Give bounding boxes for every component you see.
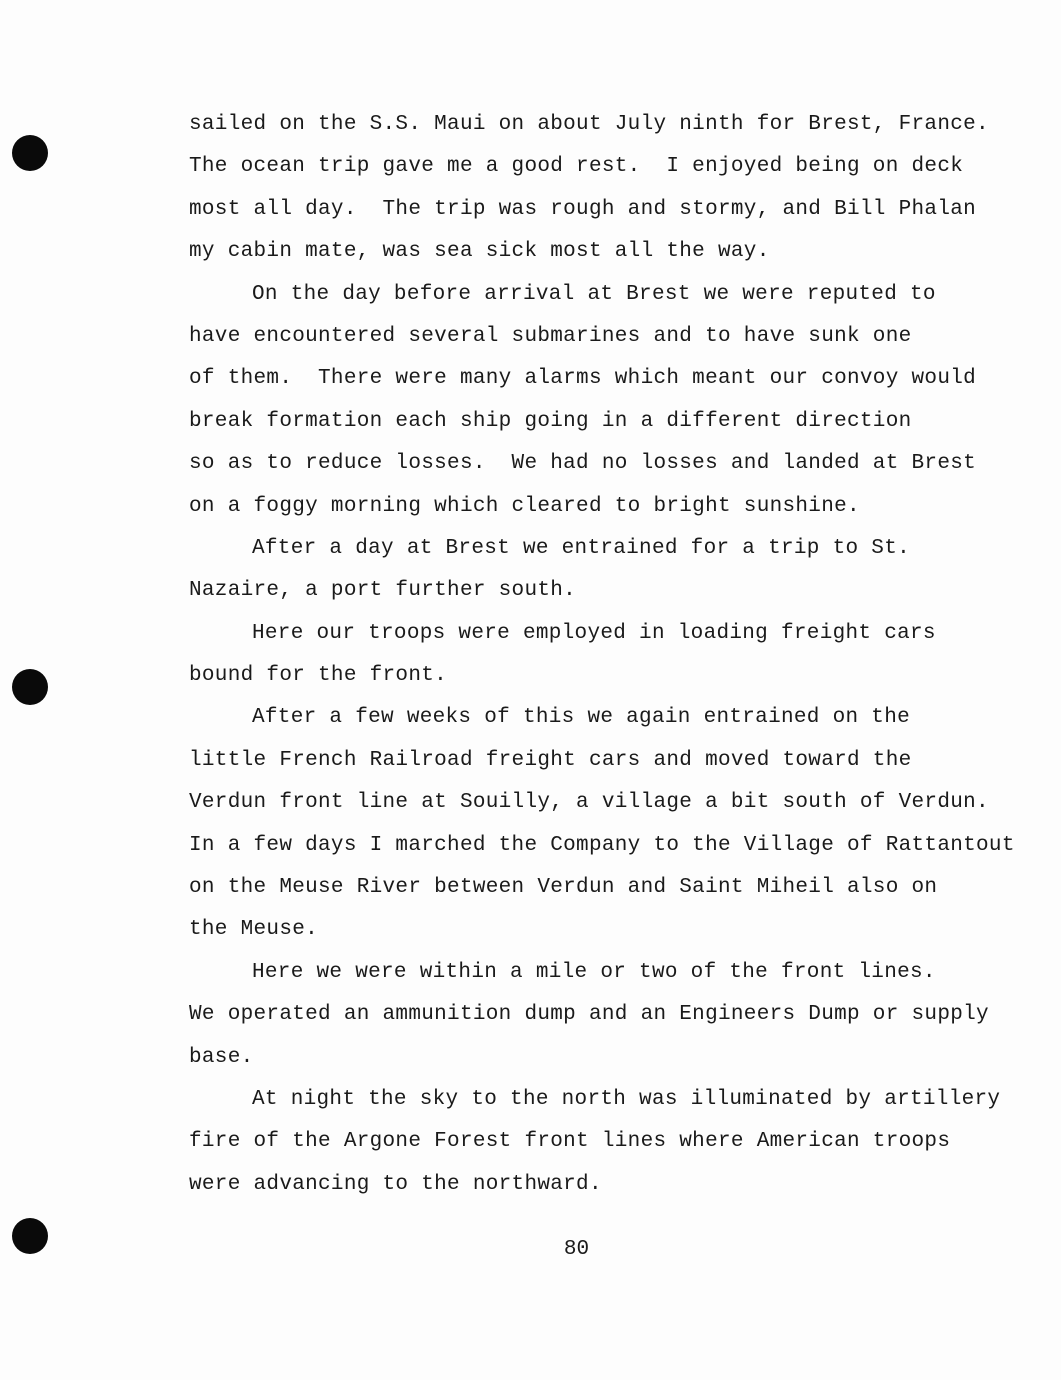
text-line: Here our troops were employed in loading freight cars (252, 621, 936, 645)
text-line: on the Meuse River between Verdun and Saint Miheil also on (189, 876, 938, 900)
body-text (189, 104, 1029, 1206)
text-line: After a few weeks of this we again entrained on the (252, 706, 911, 730)
text-line: Verdun front line at Souilly, a village a bit south of Verdun. (189, 791, 989, 815)
text-line: most all day. The trip was rough and stormy, and Bill Phalan (189, 197, 977, 221)
text-line: on a foggy morning which cleared to bright sunshine. (189, 494, 860, 518)
text-line: of them. There were many alarms which meant our convoy would (189, 367, 977, 391)
text-line: bound for the front. (189, 664, 448, 688)
punch-hole-top (12, 135, 48, 171)
page-number: 80 (563, 1238, 590, 1261)
text-line: so as to reduce losses. We had no losses and landed at Brest (189, 452, 977, 476)
text-line: sailed on the S.S. Maui on about July ninth for Brest, France. (189, 113, 989, 136)
text-line: Nazaire, a port further south. (189, 579, 577, 603)
text-line: break formation each ship going in a different direction (189, 409, 912, 433)
text-line: In a few days I marched the Company to the Village of Rattantout (189, 833, 1015, 857)
text-line: the Meuse. (189, 918, 319, 942)
text-line: We operated an ammunition dump and an Engineers Dump or supply (189, 1003, 989, 1027)
text-line: fire of the Argone Forest front lines where American troops (189, 1130, 951, 1154)
text-line: Here we were within a mile or two of the front lines. (252, 960, 936, 984)
text-line: have encountered several submarines and to have sunk one (189, 324, 912, 348)
text-line: On the day before arrival at Brest we were reputed to (252, 282, 936, 306)
text-line: my cabin mate, was sea sick most all the way. (189, 240, 770, 264)
text-line: little French Railroad freight cars and moved toward the (189, 748, 912, 772)
text-line: After a day at Brest we entrained for a trip to St. (252, 536, 911, 560)
punch-hole-middle (12, 669, 48, 705)
text-line: The ocean trip gave me a good rest. I enjoyed being on deck (189, 155, 964, 179)
text-line: base. (189, 1045, 254, 1069)
text-line: At night the sky to the north was illuminated by artillery (252, 1087, 1001, 1111)
text-line: were advancing to the northward. (189, 1172, 602, 1196)
